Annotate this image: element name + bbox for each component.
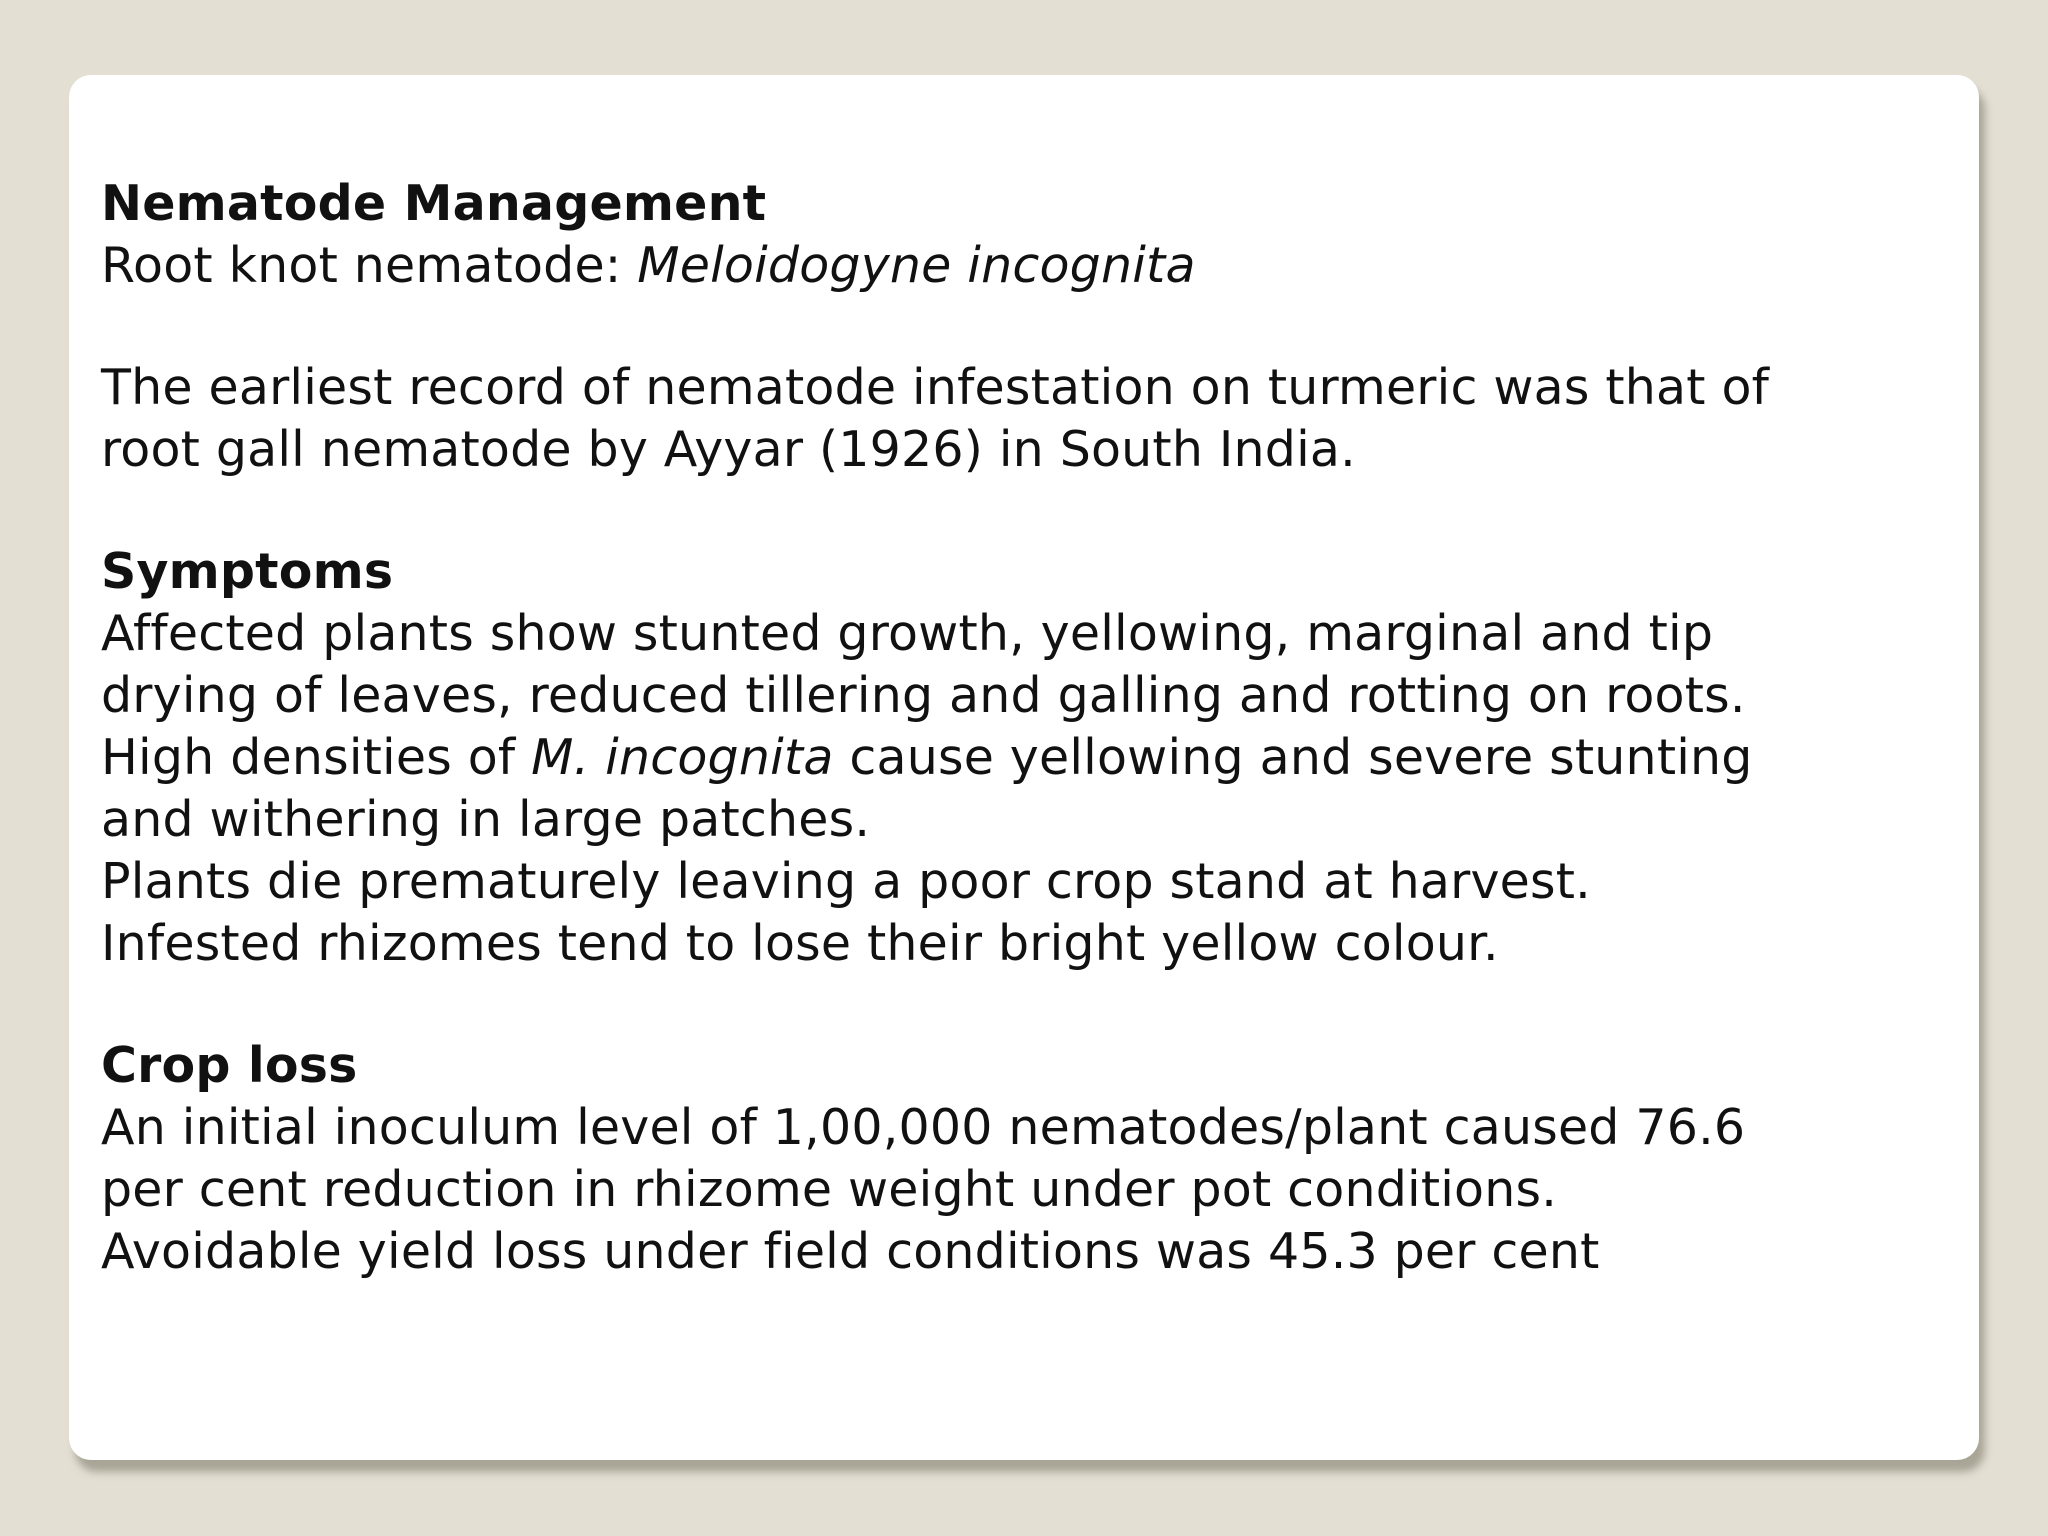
symptoms-line-4: and withering in large patches.	[101, 791, 871, 848]
symptoms-line-6: Infested rhizomes tend to lose their bright yellow colour.	[101, 915, 1499, 972]
density-prefix: High densities of	[101, 729, 532, 786]
symptoms-line-5: Plants die prematurely leaving a poor crop stand at harvest.	[101, 853, 1591, 910]
symptoms-heading: Symptoms	[101, 543, 394, 600]
pest-line-prefix: Root knot nematode:	[101, 237, 638, 294]
spacer	[101, 975, 1961, 1035]
density-species-name: M. incognita	[531, 729, 834, 786]
slide-title: Nematode Management	[101, 175, 767, 232]
crop-loss-line-3: Avoidable yield loss under field conditions was 45.3 per cent	[101, 1223, 1600, 1280]
slide-content	[101, 173, 1961, 1283]
pest-species-name: Meloidogyne incognita	[637, 237, 1196, 294]
intro-line-1: The earliest record of nematode infestation on turmeric was that of	[101, 359, 1770, 416]
crop-loss-heading: Crop loss	[101, 1037, 358, 1094]
pest-line	[101, 235, 1961, 297]
spacer	[101, 481, 1961, 541]
crop-loss-line-1: An initial inoculum level of 1,00,000 nematodes/plant caused 76.6	[101, 1099, 1746, 1156]
density-suffix: cause yellowing and severe stunting	[833, 729, 1753, 786]
symptoms-line-1: Affected plants show stunted growth, yellowing, marginal and tip	[101, 605, 1714, 662]
slide-card	[69, 75, 1979, 1460]
intro-line-2: root gall nematode by Ayyar (1926) in South India.	[101, 421, 1356, 478]
symptoms-line-2: drying of leaves, reduced tillering and galling and rotting on roots.	[101, 667, 1746, 724]
crop-loss-line-2: per cent reduction in rhizome weight under pot conditions.	[101, 1161, 1557, 1218]
symptoms-density-line	[101, 727, 1961, 789]
spacer	[101, 297, 1961, 357]
